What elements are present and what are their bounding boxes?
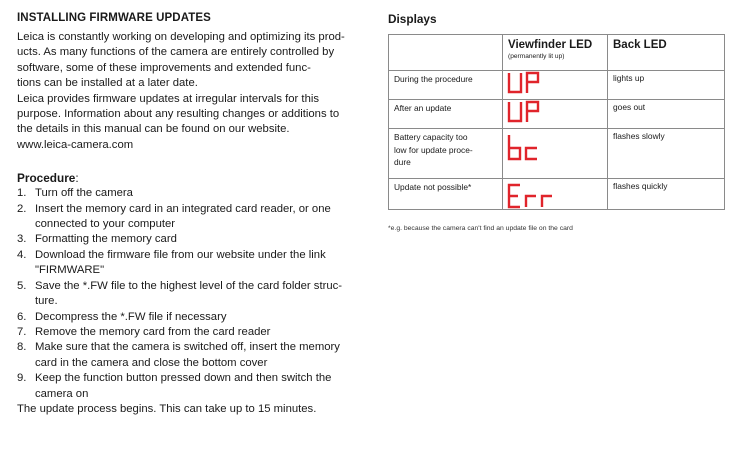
step-number: 8. bbox=[17, 341, 27, 354]
step-text: "FIRMWARE" bbox=[35, 264, 105, 277]
row-label-line: low for update proce- bbox=[394, 144, 473, 155]
displays-table bbox=[388, 34, 725, 210]
viewfinder-led-cell bbox=[503, 129, 608, 179]
header-back-led: Back LED bbox=[608, 35, 725, 71]
step-item bbox=[17, 325, 362, 340]
intro-line: the details in this manual can be found on our website. bbox=[17, 123, 290, 136]
header-empty-cell bbox=[389, 35, 503, 71]
header-viewfinder-label: Viewfinder LED bbox=[508, 39, 593, 51]
back-led-cell: flashes quickly bbox=[608, 179, 725, 210]
viewfinder-led-cell bbox=[503, 71, 608, 100]
step-text: ture. bbox=[35, 295, 58, 308]
row-label-line: Update not possible* bbox=[394, 182, 472, 192]
row-label-line: dure bbox=[394, 157, 411, 168]
intro-line: ucts. As many functions of the camera are entirely controlled by bbox=[17, 46, 335, 59]
procedure-heading bbox=[17, 171, 362, 185]
final-note: The update process begins. This can take up to 15 minutes. bbox=[17, 402, 317, 415]
header-viewfinder-led bbox=[503, 35, 608, 71]
table-row bbox=[389, 129, 725, 179]
step-text: Keep the function button pressed down and then switch the bbox=[35, 372, 332, 385]
step-item bbox=[17, 232, 362, 247]
section-title: INSTALLING FIRMWARE UPDATES bbox=[17, 12, 211, 24]
led-display-err bbox=[506, 179, 566, 209]
step-number: 7. bbox=[17, 325, 27, 338]
header-viewfinder-sub: (permanently lit up) bbox=[508, 53, 565, 60]
viewfinder-led-cell bbox=[503, 179, 608, 210]
step-number: 5. bbox=[17, 279, 27, 292]
step-item bbox=[17, 310, 362, 325]
procedure-steps bbox=[17, 186, 362, 402]
intro-paragraph bbox=[17, 30, 362, 153]
step-text: Save the *.FW file to the highest level of the card folder struc- bbox=[35, 279, 343, 292]
back-led-cell: lights up bbox=[608, 71, 725, 100]
step-item bbox=[17, 279, 362, 310]
step-text: Remove the memory card from the card reader bbox=[35, 325, 271, 338]
website-url: www.leica-camera.com bbox=[17, 138, 134, 151]
step-number: 3. bbox=[17, 233, 27, 246]
left-column bbox=[17, 12, 362, 417]
step-number: 2. bbox=[17, 202, 27, 215]
row-label bbox=[389, 71, 503, 100]
table-header-row bbox=[389, 35, 725, 71]
intro-line: Leica provides firmware updates at irregular intervals for this bbox=[17, 92, 320, 105]
row-label bbox=[389, 129, 503, 179]
led-display-bc bbox=[506, 129, 546, 169]
displays-title: Displays bbox=[388, 12, 437, 26]
step-text: card in the camera and close the bottom cover bbox=[35, 356, 268, 369]
step-item bbox=[17, 340, 362, 371]
intro-line: software, some of these improvements and extended func- bbox=[17, 61, 311, 74]
row-label bbox=[389, 179, 503, 210]
step-text: Decompress the *.FW file if necessary bbox=[35, 310, 227, 323]
led-display-up bbox=[506, 71, 546, 96]
step-text: Download the firmware file from our website under the link bbox=[35, 248, 326, 261]
step-number: 9. bbox=[17, 372, 27, 385]
row-label-line: After an update bbox=[394, 103, 452, 113]
step-number: 4. bbox=[17, 248, 27, 261]
procedure-colon: : bbox=[75, 171, 79, 186]
step-text: Make sure that the camera is switched off, insert the memory bbox=[35, 341, 340, 354]
table-row bbox=[389, 100, 725, 129]
table-row bbox=[389, 179, 725, 210]
step-item bbox=[17, 202, 362, 233]
back-led-cell: flashes slowly bbox=[608, 129, 725, 179]
step-text: Insert the memory card in an integrated card reader, or one bbox=[35, 202, 331, 215]
led-display-up bbox=[506, 100, 546, 125]
row-label-line: Battery capacity too bbox=[394, 132, 468, 142]
viewfinder-led-cell bbox=[503, 100, 608, 129]
footnote: *e.g. because the camera can't find an update file on the card bbox=[388, 225, 573, 232]
step-text: Turn off the camera bbox=[35, 187, 133, 200]
row-label-line: During the procedure bbox=[394, 74, 473, 84]
step-text: connected to your computer bbox=[35, 218, 176, 231]
step-item bbox=[17, 186, 362, 201]
row-label bbox=[389, 100, 503, 129]
right-column bbox=[388, 12, 726, 232]
intro-line: tions can be installed at a later date. bbox=[17, 77, 198, 90]
procedure-heading-text: Procedure bbox=[17, 171, 76, 186]
intro-line: Leica is constantly working on developing and optimizing its prod- bbox=[17, 31, 345, 43]
step-text: Formatting the memory card bbox=[35, 233, 177, 246]
back-led-cell: goes out bbox=[608, 100, 725, 129]
table-row bbox=[389, 71, 725, 100]
step-item bbox=[17, 371, 362, 402]
step-number: 6. bbox=[17, 310, 27, 323]
step-item bbox=[17, 248, 362, 279]
step-number: 1. bbox=[17, 187, 27, 200]
intro-line: purpose. Information about any resulting changes or additions to bbox=[17, 108, 340, 121]
step-text: camera on bbox=[35, 387, 89, 400]
